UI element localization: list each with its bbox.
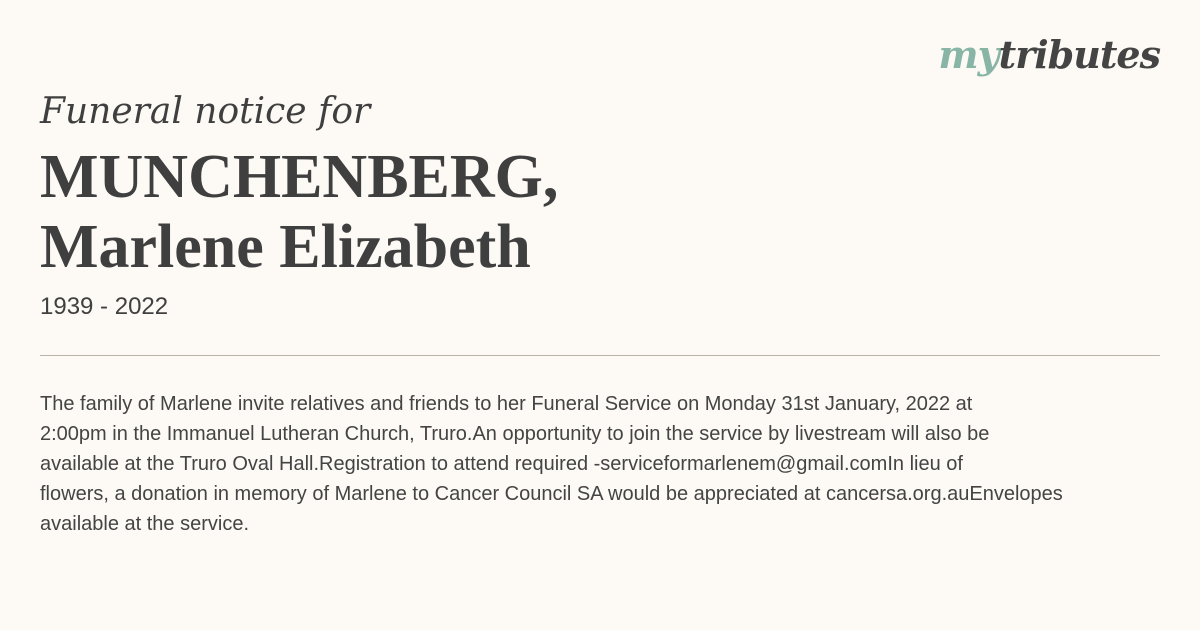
logo-prefix: my [938, 32, 999, 77]
deceased-given-names: Marlene Elizabeth [40, 213, 531, 281]
notice-body [40, 389, 1195, 539]
notice-body-line: available at the Truro Oval Hall.Registration to attend required -serviceformarlenem@gmail.comIn lieu of [40, 453, 963, 475]
divider [40, 355, 1160, 356]
notice-body-line: The family of Marlene invite relatives and friends to her Funeral Service on Monday 31st January, 2022 at [40, 393, 973, 415]
notice-body-line: available at the service. [40, 513, 250, 535]
logo-suffix: tributes [998, 32, 1160, 77]
notice-body-line: flowers, a donation in memory of Marlene to Cancer Council SA would be appreciated at cancersa.org.auEnvelopes [40, 483, 1063, 505]
deceased-name [40, 142, 558, 282]
notice-body-line: 2:00pm in the Immanuel Lutheran Church, Truro.An opportunity to join the service by livestream will also be [40, 423, 990, 445]
mytributes-logo[interactable] [938, 32, 1160, 77]
life-years: 1939 - 2022 [40, 293, 169, 320]
notice-intro: Funeral notice for [40, 91, 371, 132]
deceased-surname: MUNCHENBERG, [40, 143, 559, 211]
